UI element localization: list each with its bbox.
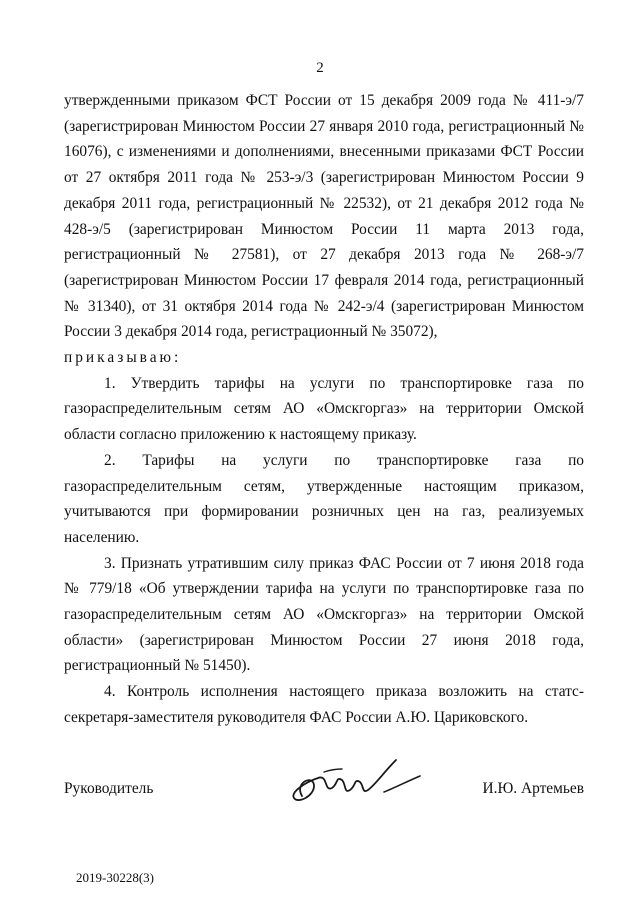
page-number: 2 [316, 60, 324, 76]
handwritten-signature [284, 752, 424, 812]
order-item-1: 1. Утвердить тарифы на услуги по транспортировке газа по газораспределительным сетям АО «Омскгоргаз» на территории Омской области согласно приложению к настоящему приказу. [64, 374, 584, 444]
signoff-role: Руководитель [64, 780, 154, 797]
signoff-name: И.Ю. Артемьев [482, 780, 584, 797]
order-word: приказываю: [64, 349, 182, 367]
document-code: 2019-30228(3) [76, 870, 154, 885]
intro-paragraph: утвержденными приказом ФСТ России от 15 декабря 2009 года № 411-э/7 (зарегистрирован Минюстом России 27 января 2010 года, регистрационный № 16076), с изменениями и дополнениями, внесенными приказами ФСТ России от 27 октября 2011 года № 253-э/3 (зарегистрирован Минюстом России 9 декабря 2011 года, регистрационный № 22532), от 21 декабря 2012 года № 428-э/5 (зарегистрирован Минюстом России 11 марта 2013 года, регистрационный № 27581), от 27 декабря 2013 года № 268-э/7 (зарегистрирован Минюстом России 17 февраля 2014 года, регистрационный № 31340), от 31 октября 2014 года № 242-э/4 (зарегистрирован Минюстом России 3 декабря 2014 года, регистрационный № 35072), [64, 92, 584, 341]
order-item-2: 2. Тарифы на услуги по транспортировке газа по газораспределительным сетям, утвержденные настоящим приказом, учитываются при формировании розничных цен на газ, реализуемых населению. [64, 451, 584, 546]
order-item-3: 3. Признать утратившим силу приказ ФАС России от 7 июня 2018 года № 779/18 «Об утверждении тарифа на услуги по транспортировке газа по газораспределительным сетям АО «Омскгоргаз» на территории Омской области» (зарегистрирован Минюстом России 27 июня 2018 года, регистрационный № 51450). [64, 554, 584, 675]
document-body [64, 88, 584, 731]
order-item-4: 4. Контроль исполнения настоящего приказа возложить на статс-секретаря-заместителя руководителя ФАС России А.Ю. Цариковского. [64, 683, 584, 726]
signoff-block [64, 760, 584, 820]
